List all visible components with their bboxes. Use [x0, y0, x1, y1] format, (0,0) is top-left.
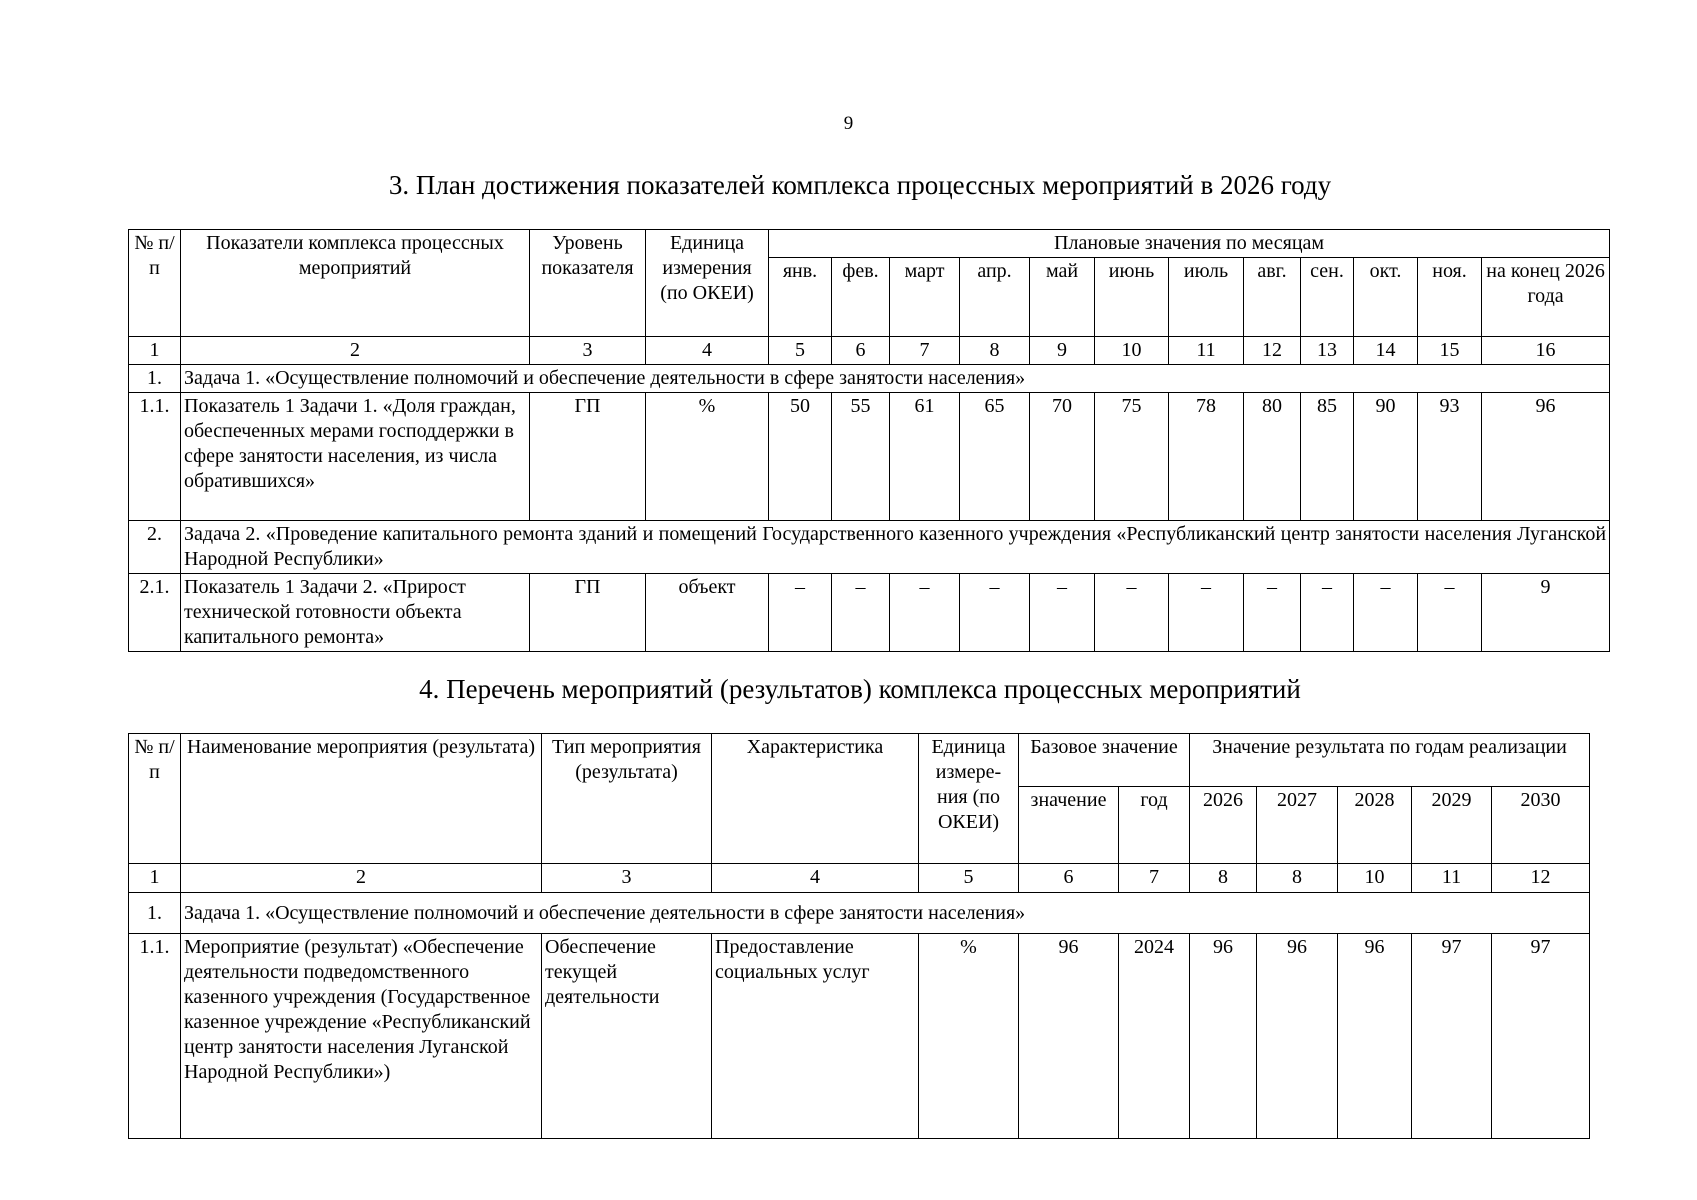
indicator-name: Показатель 1 Задачи 2. «Прирост технической готовности объекта капитального ремонта» — [181, 574, 530, 652]
month-value: – — [1095, 574, 1169, 652]
header-num: № п/п — [129, 230, 181, 337]
header-num: № п/п — [129, 734, 181, 864]
base-value: 96 — [1019, 934, 1119, 1139]
page-number: 9 — [843, 113, 854, 134]
table-row — [129, 574, 1610, 652]
column-number: 1 — [129, 864, 181, 893]
month-value: 70 — [1030, 393, 1095, 521]
header-year: 2030 — [1492, 787, 1590, 864]
year-value: 96 — [1338, 934, 1412, 1139]
month-value: – — [1354, 574, 1418, 652]
header-base-value: Базовое значение — [1019, 734, 1190, 787]
column-number: 5 — [769, 337, 832, 365]
column-number: 3 — [542, 864, 712, 893]
task-text: Задача 1. «Осуществление полномочий и обеспечение деятельности в сфере занятости населения» — [181, 893, 1590, 934]
year-value: 96 — [1257, 934, 1338, 1139]
column-number: 3 — [530, 337, 646, 365]
month-value: – — [890, 574, 960, 652]
header-name: Наименование мероприятия (результата) — [181, 734, 542, 864]
month-value: – — [1418, 574, 1482, 652]
header-year: 2026 — [1190, 787, 1257, 864]
indicators-plan-table — [128, 229, 1610, 652]
column-number: 5 — [919, 864, 1019, 893]
month-value: 78 — [1169, 393, 1244, 521]
year-value: 97 — [1492, 934, 1590, 1139]
header-year: 2029 — [1412, 787, 1492, 864]
column-number: 8 — [960, 337, 1030, 365]
column-number: 8 — [1190, 864, 1257, 893]
month-value: – — [1030, 574, 1095, 652]
column-number: 11 — [1412, 864, 1492, 893]
month-value: 65 — [960, 393, 1030, 521]
column-number: 4 — [646, 337, 769, 365]
indicator-name: Показатель 1 Задачи 1. «Доля граждан, обеспеченных мерами господдержки в сфере занятости населения, из числа обратившихся» — [181, 393, 530, 521]
month-value: 61 — [890, 393, 960, 521]
column-number: 2 — [181, 337, 530, 365]
column-number: 11 — [1169, 337, 1244, 365]
header-month: окт. — [1354, 258, 1418, 337]
row-number: 2.1. — [129, 574, 181, 652]
base-year: 2024 — [1119, 934, 1190, 1139]
month-value: – — [1169, 574, 1244, 652]
month-value: 75 — [1095, 393, 1169, 521]
activity-characteristic: Предоставление социальных услуг — [712, 934, 919, 1139]
header-month: янв. — [769, 258, 832, 337]
section-4-title: 4. Перечень мероприятий (результатов) комплекса процессных мероприятий — [419, 674, 1301, 704]
header-planned-values: Плановые значения по месяцам — [769, 230, 1610, 258]
header-unit: Единица измерения (по ОКЕИ) — [646, 230, 769, 337]
task-row — [129, 893, 1590, 934]
header-month: июнь — [1095, 258, 1169, 337]
indicator-unit: % — [646, 393, 769, 521]
column-number: 8 — [1257, 864, 1338, 893]
task-text: Задача 2. «Проведение капитального ремонта зданий и помещений Государственного казенного учреждения «Республиканский центр занятости населения Луганской Народной Республики» — [181, 521, 1610, 574]
month-value: 80 — [1244, 393, 1301, 521]
activities-list-table — [128, 733, 1590, 1139]
column-number: 1 — [129, 337, 181, 365]
task-text: Задача 1. «Осуществление полномочий и обеспечение деятельности в сфере занятости населения» — [181, 365, 1610, 393]
column-number: 7 — [1119, 864, 1190, 893]
indicator-level: ГП — [530, 574, 646, 652]
header-month: сен. — [1301, 258, 1354, 337]
header-base-value-year: год — [1119, 787, 1190, 864]
month-value: 55 — [832, 393, 890, 521]
month-value: 93 — [1418, 393, 1482, 521]
task-number: 2. — [129, 521, 181, 574]
month-value: 90 — [1354, 393, 1418, 521]
column-number: 7 — [890, 337, 960, 365]
column-number: 10 — [1095, 337, 1169, 365]
column-number: 16 — [1482, 337, 1610, 365]
task-number: 1. — [129, 893, 181, 934]
header-type: Тип мероприятия (результата) — [542, 734, 712, 864]
header-month: май — [1030, 258, 1095, 337]
year-value: 96 — [1190, 934, 1257, 1139]
header-indicator: Показатели комплекса процессных мероприятий — [181, 230, 530, 337]
task-row — [129, 521, 1610, 574]
table-row — [129, 393, 1610, 521]
month-value: – — [832, 574, 890, 652]
column-number: 15 — [1418, 337, 1482, 365]
month-value: – — [960, 574, 1030, 652]
header-base-value-value: значение — [1019, 787, 1119, 864]
header-result-by-year: Значение результата по годам реализации — [1190, 734, 1590, 787]
section-3-title: 3. План достижения показателей комплекса процессных мероприятий в 2026 году — [388, 170, 1332, 200]
header-month: ноя. — [1418, 258, 1482, 337]
column-number: 2 — [181, 864, 542, 893]
header-month: авг. — [1244, 258, 1301, 337]
indicator-unit: объект — [646, 574, 769, 652]
header-month: фев. — [832, 258, 890, 337]
header-month: июль — [1169, 258, 1244, 337]
column-number: 6 — [832, 337, 890, 365]
table-row — [129, 934, 1590, 1139]
header-month: апр. — [960, 258, 1030, 337]
column-number: 4 — [712, 864, 919, 893]
indicator-level: ГП — [530, 393, 646, 521]
year-end-value: 9 — [1482, 574, 1610, 652]
header-year: 2028 — [1338, 787, 1412, 864]
column-number: 9 — [1030, 337, 1095, 365]
month-value: 85 — [1301, 393, 1354, 521]
activity-name: Мероприятие (результат) «Обеспечение деятельности подведомственного казенного учреждения (Государственное казенное учреждение «Республиканский центр занятости населения Луганской Народной Республики») — [181, 934, 542, 1139]
month-value: 50 — [769, 393, 832, 521]
month-value: – — [1301, 574, 1354, 652]
column-number: 12 — [1492, 864, 1590, 893]
year-value: 97 — [1412, 934, 1492, 1139]
row-number: 1.1. — [129, 393, 181, 521]
column-number: 12 — [1244, 337, 1301, 365]
column-numbers-row — [129, 864, 1590, 893]
column-number: 10 — [1338, 864, 1412, 893]
header-characteristic: Характеристика — [712, 734, 919, 864]
year-end-value: 96 — [1482, 393, 1610, 521]
header-month: март — [890, 258, 960, 337]
column-number: 6 — [1019, 864, 1119, 893]
row-number: 1.1. — [129, 934, 181, 1139]
task-row — [129, 365, 1610, 393]
column-number: 13 — [1301, 337, 1354, 365]
task-number: 1. — [129, 365, 181, 393]
month-value: – — [769, 574, 832, 652]
column-numbers-row — [129, 337, 1610, 365]
activity-type: Обеспечение текущей деятельности — [542, 934, 712, 1139]
header-year: 2027 — [1257, 787, 1338, 864]
header-level: Уровень показателя — [530, 230, 646, 337]
month-value: – — [1244, 574, 1301, 652]
column-number: 14 — [1354, 337, 1418, 365]
activity-unit: % — [919, 934, 1019, 1139]
header-unit: Единица измере-ния (по ОКЕИ) — [919, 734, 1019, 864]
header-month-year-end: на конец 2026 года — [1482, 258, 1610, 337]
